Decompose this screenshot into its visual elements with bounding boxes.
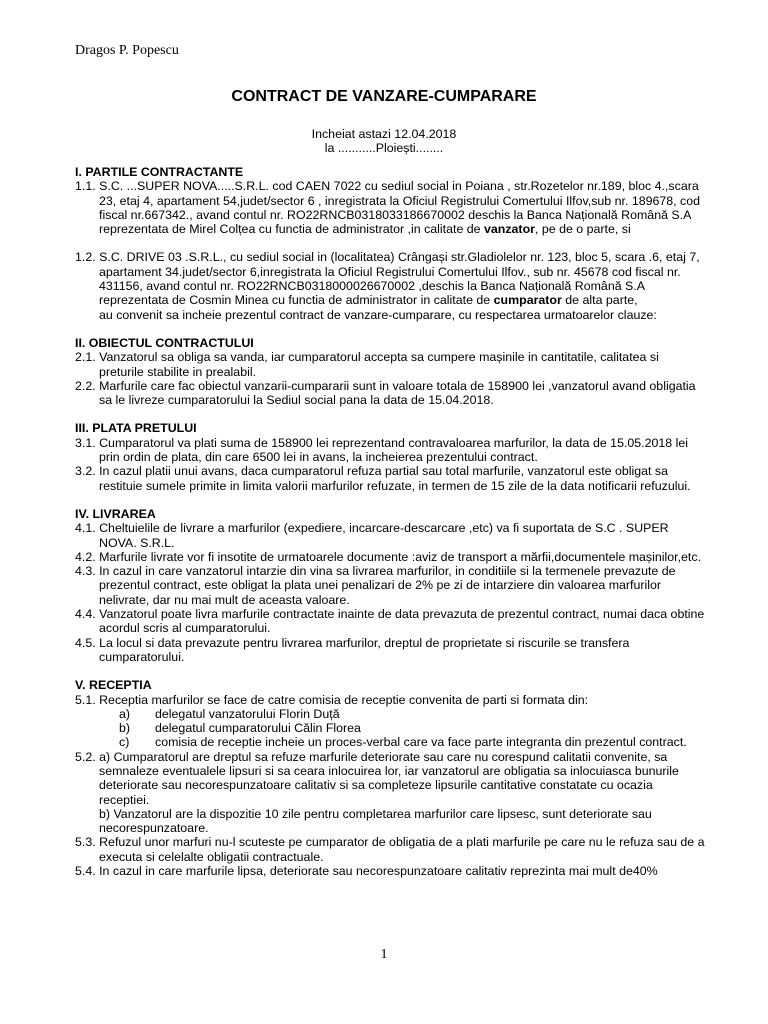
clause-4-1: 4.1. Cheltuielile de livrare a marfurilor (expediere, incarcare-descarcare ,etc) va fi suportata de S.C . SUPER NOVA. S.R.L. [75, 521, 669, 550]
clause-1-2: 1.2. S.C. DRIVE 03 .S.R.L., cu sediul social in (localitatea) Crângași str.Gladiolelor nr. 123, bloc 5, scara .6, etaj 7, apartament 34.judet/sector 6,inregistrata la Oficiul Registrului Comertului Ilfov., sub nr. 45678 cod fiscal nr. 431156, avand contul nr. RO22RNCB0318000026670002 ,deschis la Banca Națională Română S.A reprezentata de Cosmin Minea cu functia de administrator in calitate de cumparator de alta parte, [75, 250, 700, 308]
clause-5-3: 5.3. Refuzul unor marfuri nu-l scuteste pe cumparator de obligatia de a plati marfurile pe care nu le refuza sau de a executa si celelalte obligatii contractuale. [75, 835, 705, 864]
concluded-block [0, 127, 768, 155]
section-heading-payment: III. PLATA PRETULUI [75, 421, 197, 436]
concluded-date: Incheiat astazi 12.04.2018 [311, 127, 457, 141]
clause-2-2: 2.2. Marfurile care fac obiectul vanzarii-cumpararii sunt in valoare totala de 158900 lei ,vanzatorul avand obligatia sa le livreze cumparatorului la Sediul social pana la data de 15.04.2018. [75, 378, 696, 408]
clause-4-4: 4.4. Vanzatorul poate livra marfurile contractate inainte de data prevazuta de prezentul contract, numai daca obtine acordul scris al cumparatorului. [75, 607, 705, 636]
concluded-place: la ...........Ploiești........ [324, 141, 444, 155]
clause-3-2: 3.2. In cazul platii unui avans, daca cumparatorul refuza partial sau total marfurile, vanzatorul este obligat sa restituie sumele primite in limita valorii marfurilor refuzate, in termen de 15 zile de la data notificarii refuzului. [75, 464, 691, 493]
section-heading-reception: V. RECEPTIA [75, 678, 152, 693]
author-name: Dragos P. Popescu [75, 43, 179, 58]
clause-5-2-b: b) Vanzatorul are la dispozitie 10 zile pentru completarea marfurilor care lipsesc, sunt deteriorate sau necorespunzatoare. [99, 806, 652, 836]
clause-5-1: 5.1. Receptia marfurilor se face de catre comisia de receptie convenita de parti si formata din: [75, 692, 589, 707]
clause-4-5: 4.5. La locul si data prevazute pentru livrarea marfurilor, dreptul de proprietate si riscurile se transfera cumparatorului. [75, 635, 630, 664]
contract-body [75, 165, 705, 878]
page-number: 1 [380, 947, 388, 962]
clause-3-1: 3.1. Cumparatorul va plati suma de 158900 lei reprezentand contravaloarea marfurilor, la data de 15.05.2018 lei prin ordin de plata, din care 6500 lei in avans, la incheierea prezentului contract. [75, 435, 689, 465]
clause-2-1: 2.1. Vanzatorul sa obliga sa vanda, iar cumparatorul accepta sa cumpere mașinile in cantitatile, calitatea si preturile stabilite in prealabil. [75, 350, 659, 379]
clause-4-2: 4.2. Marfurile livrate vor fi insotite de urmatoarele documente :aviz de transport a mărfii,documentele mașinilor,etc. [75, 549, 702, 564]
contract-title: CONTRACT DE VANZARE-CUMPARARE [231, 88, 537, 105]
clause-4-3: 4.3. In cazul in care vanzatorul intarzie din vina sa livrarea marfurilor, in conditiile si la termenele prevazute de prezentul contract, este obligat la plata unei penalizari de 2% pe zi de intarziere din valoarea marfurilor nelivrate, dar nu mai mult de aceasta valoare. [75, 564, 676, 607]
clause-1-1: 1.1. S.C. ...SUPER NOVA.....S.R.L. cod CAEN 7022 cu sediul social in Poiana , str.Rozetelor nr.189, bloc 4.,scara 23, etaj 4, apartament 54,judet/sector 6 , inregistrata la Oficiul Registrului Comertului Ilfov,sub nr. 189678, cod fiscal nr.667342., avand contul nr. RO22RNCB0318033186670002 deschis la Banca Națională Română S.A reprezentata de Mirel Colțea cu functia de administrator ,in calitate de vanzator, pe de o parte, si [75, 179, 701, 237]
clause-5-1-a: a) delegatul vanzatorului Florin Duță [119, 706, 340, 721]
section-heading-delivery: IV. LIVRAREA [75, 506, 156, 521]
clause-5-1-c: c) comisia de receptie incheie un proces-verbal care va face parte integranta din prezentul contract. [119, 735, 687, 750]
section-heading-parties: I. PARTILE CONTRACTANTE [75, 165, 244, 179]
clause-5-4: 5.4. In cazul in care marfurile lipsa, deteriorate sau necorespunzatoare calitativ reprezinta mai mult de40% [75, 864, 658, 879]
section-heading-object: II. OBIECTUL CONTRACTULUI [75, 335, 254, 350]
clause-5-1-b: b) delegatul cumparatorului Călin Florea [119, 721, 361, 736]
clause-1-agreement: au convenit sa incheie prezentul contract de vanzare-cumparare, cu respectarea urmatoarelor clauze: [99, 307, 657, 322]
clause-5-2-a: 5.2. a) Cumparatorul are dreptul sa refuze marfurile deteriorate sau care nu corespund calitatii convenite, sa semnaleze eventualele lipsuri si sa ceara inlocuirea lor, iar vanzatorul are obligatia sa inlocuiasca bunurile deteriorate sau necorespunzatoare calitativ si sa completeze lipsurile cantitative constatate cu ocazia receptiei. [75, 749, 679, 807]
